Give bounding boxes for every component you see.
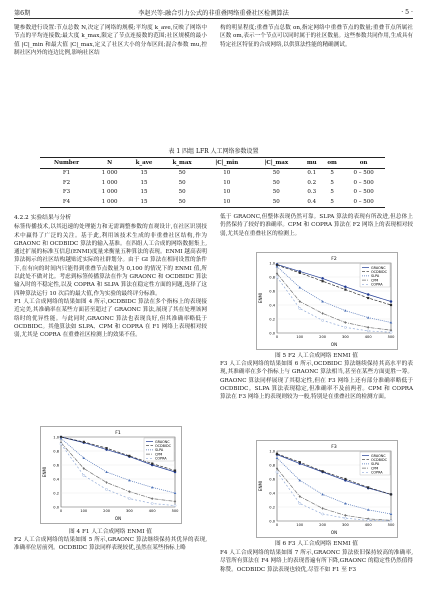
y-tick-label: 0.2 [269, 505, 275, 510]
data-point [276, 471, 278, 473]
figure-f3 [256, 440, 398, 538]
x-tick-label: 500 [387, 523, 395, 527]
data-point [367, 486, 369, 488]
x-tick-label: 200 [319, 335, 327, 339]
legend-label: GRAONC [155, 439, 170, 444]
legend-label: CPM [371, 278, 379, 283]
table-header-cell: om [322, 158, 342, 169]
table-cell: 10 [223, 170, 231, 177]
data-point [344, 321, 346, 324]
table-caption: 表 1 四组 LFR 人工网络参数设置 [168, 148, 259, 155]
series-line-copra [277, 472, 391, 521]
table-header-cell: k_max [162, 158, 203, 169]
data-point [367, 519, 369, 521]
table-header-cell: |C|_max [251, 158, 301, 169]
paragraph: F4 人工合成网络的结果如图 7 所示,GRAONC 算法依旧保持较高的准确率,尽管所有算法在 F4 网络上的表现普遍有所下降,GRAONC 的稳定性仍然值得称赞。OCDBIDC 算法表现也较优,尽管不如 F1 至 F3 [220, 550, 413, 573]
figure-caption: 图 6 F3 人工合成网络 ENMI 值 [275, 541, 358, 547]
table-cell: 0.2 [307, 179, 317, 186]
y-tick-label: 0.4 [269, 491, 275, 496]
y-tick-label: 0.8 [53, 449, 59, 454]
data-point [390, 513, 393, 515]
issue-label: 第6期 [14, 9, 31, 17]
data-point [344, 478, 346, 480]
table-header-cell: N [93, 158, 126, 169]
data-point [276, 457, 279, 459]
y-tick-label: 1.0 [269, 449, 275, 454]
data-point [106, 447, 108, 449]
figure-caption: 图 5 F2 人工合成网络 ENMI 值 [275, 353, 358, 359]
data-point [128, 498, 130, 500]
figure-f2 [256, 252, 398, 350]
x-tick-label: 300 [125, 509, 133, 513]
table-cell: 0 – 500 [342, 197, 385, 207]
table-cell: 5 [330, 179, 334, 186]
data-point [151, 502, 153, 504]
data-point [276, 276, 278, 278]
data-point [299, 307, 301, 309]
parameter-table [40, 157, 385, 208]
running-title: 李赵兴等:融合引力公式的非重叠网络重叠社区检测算法 [138, 9, 289, 17]
table-cell: 50 [272, 189, 280, 196]
table-cell: F1 [62, 170, 71, 177]
y-tick-label: 0.0 [269, 519, 275, 524]
y-tick-label: 0.2 [53, 491, 59, 496]
data-point [174, 492, 177, 494]
y-tick-label: 0.2 [269, 317, 275, 322]
paragraph: F3 人工合成网络的结果如图 6 所示,OCDBIDC 算法继续保持其高水平的表现,其准确率在多个指标上与 GRAONC 算法相当,甚至在某些方面更胜一筹。GRAONC 算法同样展现了其稳定性,但在 F3 网络上还有部分准确率略低于 OCDBIDC。SLPA 算法表现稳定,但准确率不及前两者。CPM 和 COPRA 算法在 F3 网络上的表现则较为一般,特别是在重叠社区的检测方面。 [220, 361, 413, 401]
table-cell: 50 [251, 197, 301, 207]
section-heading: 4.2.2 实验结果与分析 [14, 215, 72, 221]
y-tick-label: 0.6 [269, 289, 275, 294]
page-number: · 5 · [401, 8, 413, 16]
table-row [40, 197, 385, 207]
x-axis-label: ON [330, 530, 338, 535]
y-tick-label: 1.0 [269, 261, 275, 266]
table-header-cell: k_ave [126, 158, 162, 169]
x-tick-label: 0 [59, 509, 63, 513]
table-cell: 10 [223, 189, 231, 196]
data-point [344, 514, 346, 517]
y-tick-label: 0.6 [53, 463, 59, 468]
x-tick-label: 300 [341, 335, 349, 339]
left-body [14, 213, 207, 339]
data-point [367, 326, 369, 329]
data-point [83, 474, 85, 476]
paragraph: 低于 GRAONC,但整体表现仍然可靠。SLPA 算法的表现有所改进,但总体上仍然保持了较好的准确率。CPM 和 COPRA 算法在 F2 网络上的表现相对较弱,尤其是在重叠社区的检测上。 [220, 214, 413, 237]
legend-label: OCDBIDC [155, 444, 171, 448]
data-point [83, 441, 85, 443]
x-tick-label: 400 [148, 509, 156, 513]
data-point [151, 463, 153, 465]
table-cell: 1 000 [93, 197, 126, 207]
legend-label: COPRA [371, 470, 383, 475]
table-cell: 50 [272, 179, 280, 186]
x-tick-label: 500 [171, 509, 179, 513]
data-point [322, 513, 324, 515]
table-cell: 15 [140, 189, 148, 196]
data-point [151, 497, 153, 500]
data-point [105, 481, 107, 484]
data-point [60, 443, 62, 445]
data-point [174, 470, 176, 472]
x-tick-label: 400 [364, 335, 372, 339]
table-cell: 15 [140, 170, 148, 177]
table-cell: 0 – 500 [353, 189, 374, 196]
top-left-paragraph: 键参数进行设置:节点总数 N,决定了网络的规模;平均度 k_ave,反映了网络中节点的平均连接数;最大度 k_max,限定了节点连接数的范围;社区规模的最小值 |C|_min 和最大值 |C|_max,定义了社区大小的分布区间;混合参数 mu,控制社区内外的连边比例,影响社区结 [14, 25, 207, 56]
legend-label: GRAONC [371, 453, 386, 458]
data-point [390, 300, 392, 302]
table-row [40, 168, 385, 178]
data-point [390, 520, 392, 522]
x-tick-label: 500 [387, 335, 395, 339]
table-cell: 5 [330, 170, 334, 177]
top-right-paragraph: 构的明显程度;重叠节点总数 on,指定网络中重叠节点的数量;重叠节点所属社区数 om,表示一个节点可以同时属于的社区数量。这些参数共同作用,生成具有特定社区特征的合成网络,以供算法性能的精确测试。 [220, 25, 414, 48]
legend-label: COPRA [371, 282, 383, 287]
x-tick-label: 200 [103, 509, 111, 513]
legend-label: SLPA [371, 274, 380, 279]
legend-label: GRAONC [371, 265, 386, 270]
y-tick-label: 0.8 [269, 463, 275, 468]
table-cell: F2 [62, 179, 71, 186]
data-point [344, 326, 346, 328]
data-point [321, 493, 324, 495]
data-point [344, 517, 346, 519]
table-cell: 0.3 [307, 189, 317, 196]
data-point [321, 507, 323, 510]
data-point [299, 272, 301, 274]
data-point [367, 330, 369, 332]
x-axis-label: ON [330, 342, 338, 347]
y-tick-label: 0.6 [269, 477, 275, 482]
data-point [322, 319, 324, 321]
table-cell: F3 [62, 189, 71, 196]
x-tick-label: 300 [341, 523, 349, 527]
table-header-cell: mu [301, 158, 322, 169]
legend-label: OCDBIDC [371, 270, 387, 274]
chart-f3 [257, 441, 397, 537]
table-cell: 50 [178, 170, 186, 177]
data-point [390, 304, 392, 306]
data-point [367, 297, 369, 299]
table-cell: 15 [126, 197, 162, 207]
chart-f2 [257, 253, 397, 349]
running-header [14, 6, 413, 19]
y-tick-label: 0.8 [269, 275, 275, 280]
data-point [299, 461, 301, 463]
table-cell: 1 000 [101, 179, 118, 186]
chart-title: F1 [115, 431, 121, 436]
data-point [128, 490, 130, 493]
table-cell: 50 [272, 170, 280, 177]
right-body-top [220, 213, 413, 238]
legend-label: OCDBIDC [371, 458, 387, 462]
data-point [299, 286, 302, 288]
data-point [390, 331, 392, 333]
table-cell: 0 – 500 [353, 170, 374, 177]
data-point [322, 277, 324, 279]
data-point [174, 500, 176, 503]
table-header-cell: Number [40, 158, 93, 169]
chart-f1 [41, 427, 181, 523]
data-point [321, 312, 323, 315]
data-point [322, 280, 324, 282]
table-cell: 5 [330, 189, 334, 196]
table-cell: 15 [140, 179, 148, 186]
data-point [106, 488, 108, 490]
figure-f1 [40, 426, 182, 524]
x-tick-label: 100 [296, 523, 304, 527]
right-body-mid [220, 360, 413, 401]
y-tick-label: 0.4 [53, 477, 59, 482]
chart-title: F2 [331, 257, 337, 262]
y-tick-label: 0.0 [53, 505, 59, 510]
table-cell: 50 [178, 189, 186, 196]
x-axis-label: ON [114, 516, 122, 521]
table-cell: 1 000 [101, 189, 118, 196]
table-header-cell: on [342, 158, 385, 169]
legend-label: CPM [371, 466, 379, 471]
left-bottom-paragraph: F2 人工合成网络的结果如图 5 所示,GRAONC 算法继续保持其优异的表现,准确率位居前列。OCDBIDC 算法同样表现较优,虽然在某些指标上略 [14, 537, 207, 552]
figure-caption: 图 4 F1 人工合成网络 ENMI 值 [69, 529, 152, 535]
table-cell: 10 [202, 197, 251, 207]
table-cell: 0 – 500 [353, 179, 374, 186]
table-cell: 10 [223, 179, 231, 186]
data-point [367, 293, 369, 295]
data-point [299, 495, 301, 498]
table-row [40, 188, 385, 198]
y-tick-label: 0.0 [269, 331, 275, 336]
y-axis-label: ENMI [42, 466, 47, 478]
x-tick-label: 0 [275, 523, 279, 527]
chart-title: F3 [331, 445, 337, 450]
y-tick-label: 0.4 [269, 303, 275, 308]
data-point [174, 505, 176, 507]
x-tick-label: 400 [364, 523, 372, 527]
y-tick-label: 1.0 [53, 435, 59, 440]
data-point [299, 300, 301, 303]
data-point [344, 289, 346, 291]
table-cell: 0.4 [301, 197, 322, 207]
paragraph: F1 人工合成网络的结果如图 4 所示,OCDBIDC 算法在多个指标上的表现接近完美,其准确率在某些方面甚至超过了 GRAONC 算法,展现了其在处理该网络时的优异性能。与此同时,GRAONC 算法也表现良好,但其准确率略低于 OCDBIDC。其他算法如 SLPA、CPM 和 COPRA 在 F1 网络上表现相对较弱,尤其是 COPRA 在重叠社区检测上的效果不佳。 [14, 298, 207, 339]
x-tick-label: 0 [275, 335, 279, 339]
table-cell: 5 [322, 197, 342, 207]
x-tick-label: 100 [296, 335, 304, 339]
data-point [128, 455, 130, 457]
legend-label: CPM [155, 452, 163, 457]
x-tick-label: 100 [80, 509, 88, 513]
legend-label: SLPA [371, 462, 380, 467]
data-point [390, 493, 392, 495]
table-header-cell: |C|_min [202, 158, 251, 169]
data-point [344, 309, 347, 311]
data-point [299, 502, 301, 504]
y-axis-label: ENMI [258, 480, 263, 492]
data-point [276, 453, 278, 455]
legend-label: SLPA [155, 448, 164, 453]
y-axis-label: ENMI [258, 292, 263, 304]
right-body-bottom [220, 549, 413, 574]
table-cell: 50 [178, 179, 186, 186]
data-point [344, 286, 346, 288]
x-tick-label: 200 [319, 523, 327, 527]
legend-label: COPRA [155, 456, 167, 461]
data-point [367, 316, 370, 318]
table-cell: 0.1 [307, 170, 317, 177]
paragraph: 标签传播技术,以其迅速的处理能力和无需调整参数的直观设计,在社区识别技术中赢得了广泛的关注。基于此,利用该技术生成的非重叠社区结构,作为 GRAONC 和 OCDBIDC 算法的输入基准。在四组人工合成的网络数据集上,通过扩展的标准互信息(ENMI)度量来衡量五种算法的表现。ENMI 越高表明算法揭示的社区结构越贴近实际的社群划分。由于 GI 算法在相同设置的条件下,在有向的时间内只能得到重叠节点数量为 0,100 的情况下的 ENMI 值,所以此处不做对比。考虑到标签传播算法在作为 GRAONC 和 OCDBIDC 算法输入时的不稳定性,以及 COPRA 和 SLPA 算法在稳定性方面的问题,选择了这四种算法运行 10 次后的最大值,作为实验的最终评分标准。 [14, 224, 207, 297]
data-point [105, 471, 108, 473]
table-cell: F4 [40, 197, 93, 207]
table-cell: 50 [162, 197, 203, 207]
table-row [40, 178, 385, 188]
data-point [322, 470, 324, 472]
table-cell: 1 000 [101, 170, 118, 177]
data-point [367, 508, 370, 510]
